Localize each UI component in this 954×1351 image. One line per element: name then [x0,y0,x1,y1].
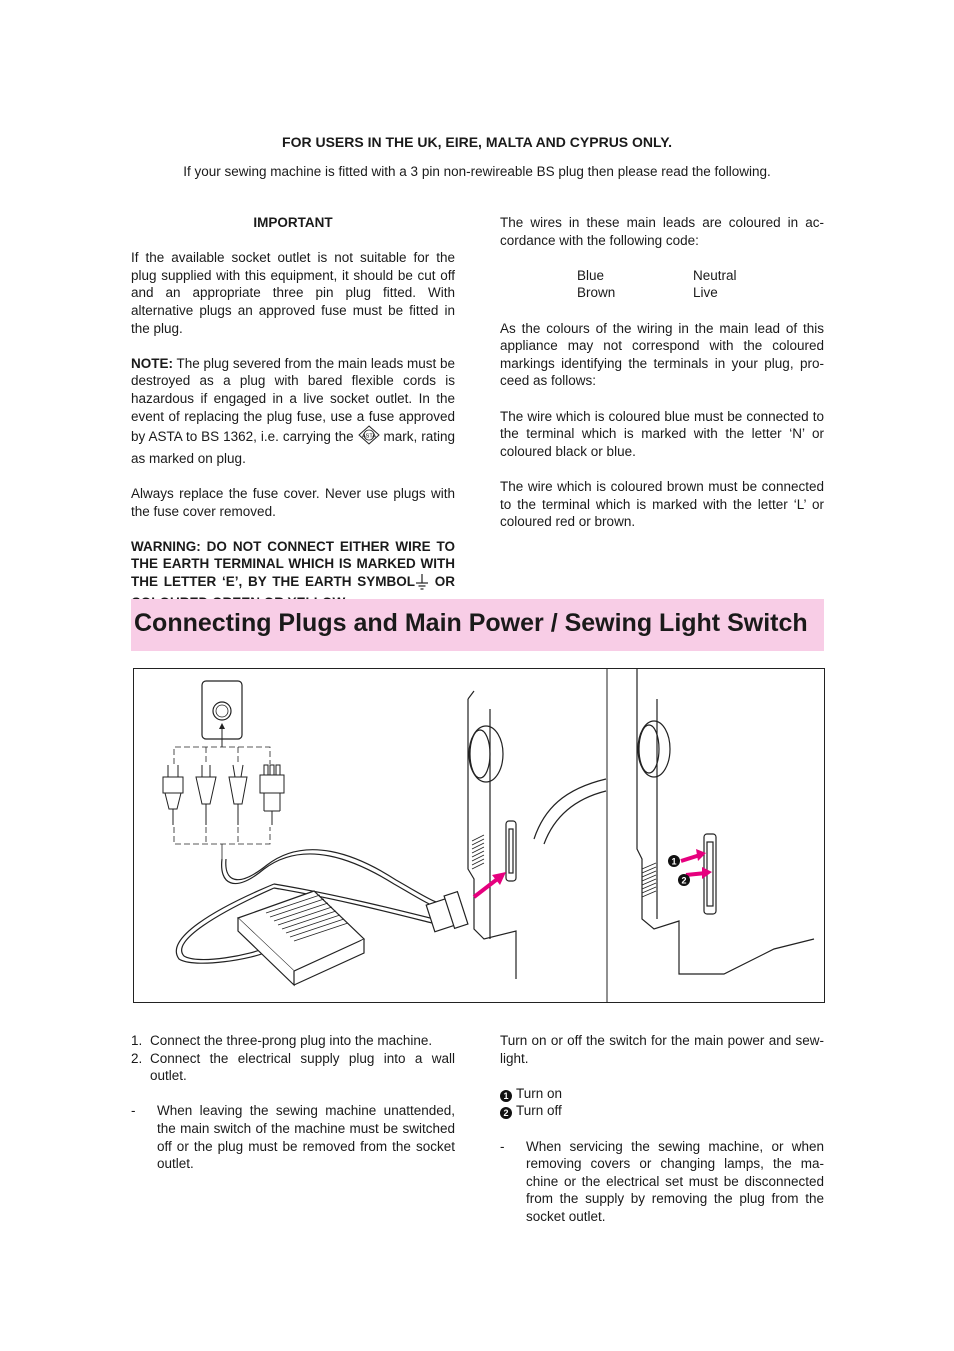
list-item [131,1050,455,1085]
connector-plug-icon [426,892,468,932]
sewing-machine-side-icon [468,691,606,979]
item-text: Connect the three-prong plug into the machine. [150,1033,433,1048]
wall-socket-icon [202,681,242,747]
item-number: 1. [131,1033,143,1048]
intro-text: If your sewing machine is fitted with a 3 pin non-rewireable BS plug then please read the following. [183,164,771,179]
connection-instructions [131,1032,455,1173]
foot-pedal-icon [238,891,364,985]
us-plug-icon [163,765,183,825]
callout-1-icon [668,855,680,867]
note-text-a: The plug severed from the main leads must be destroyed as a plug with bared flexible cords is hazardous if engaged in a live socket outlet. In the event of replacing the plug fuse, use a fuse approved by ASTA to BS 1362, i.e. carrying the [131,355,455,445]
wire-row-brown [577,284,824,302]
note-label: NOTE: [131,355,173,371]
page-heading: FOR USERS IN THE UK, EIRE, MALTA AND CYPRUS ONLY. [282,134,672,150]
switch-on-arrow-icon [681,849,706,861]
right-column [500,214,824,548]
callout-1-badge: 1 [500,1090,512,1102]
item-number: 2. [131,1050,143,1066]
turn-off-label: Turn off [516,1103,562,1119]
dash-marker: - [131,1103,136,1119]
plug-paragraph: If the available socket outlet is not suitable for the plug supplied with this equipment, it should be cut off and an appropriate three pin plug fitted. With alternative plugs an approved fuse must be fitted in the plug. [131,250,455,336]
list-item [131,1032,455,1050]
warning-text-a: WARNING: DO NOT CONNECT EITHER WIRE TO THE EARTH TERMINAL WHICH IS MARKED WITH THE LETTER ‘E’, BY THE EARTH SYMBOL [131,538,455,589]
turn-on-item [500,1085,824,1103]
dash-marker: - [500,1138,505,1154]
blue-wire-paragraph: The wire which is coloured blue must be connected to the terminal which is marked with the letter ‘N’ or coloured black or blue. [500,408,824,459]
note-text: When servicing the sewing machine, or when removing covers or changing lamps, the ma-chine or the electrical set must be disconnected from the supply by removing the plug from the socket outlet. [526,1138,824,1224]
item-text: Connect the electrical supply plug into a wall outlet. [150,1050,455,1084]
wires-intro: The wires in these main leads are coloured in ac-cordance with the following code: [500,215,824,248]
left-column [131,214,455,630]
wire-role: Live [693,285,718,301]
turn-off-item [500,1102,824,1120]
important-label: IMPORTANT [253,215,333,230]
warning-text-b: OR [434,573,455,589]
switch-off-arrow-icon [686,867,712,879]
callout-2-icon [678,874,690,886]
callout-2-badge: 2 [500,1107,512,1119]
switch-intro: Turn on or off the switch for the main power and sew-light. [500,1033,824,1066]
switch-instructions [500,1032,824,1226]
connection-illustration [134,669,824,1002]
asta-mark-icon [358,425,380,450]
servicing-note [500,1138,824,1226]
au-plug-icon [229,765,247,825]
fuse-cover-paragraph: Always replace the fuse cover. Never use plugs with the fuse cover removed. [131,485,455,519]
wire-row-blue [577,267,824,285]
uk-plug-icon [260,765,284,825]
note-paragraph [131,355,455,468]
svg-text:ASTA: ASTA [361,433,376,440]
colours-paragraph: As the colours of the wiring in the main lead of this appliance may not correspond with the coloured markings identifying the terminals in your plug, pro-ceed as follows: [500,320,824,389]
turn-on-label: Turn on [516,1085,563,1101]
section-banner [131,599,824,651]
wire-colour-table [577,267,824,302]
note-text-b: mark, rating as marked on plug. [131,429,456,466]
unattended-note [131,1102,455,1172]
brown-wire-paragraph: The wire which is coloured brown must be connected to the terminal which is marked with the letter ‘L’ or coloured red or brown. [500,478,824,530]
euro-plug-icon [196,765,216,825]
note-text: When leaving the sewing machine unattended, the main switch of the machine must be switched off or the plug must be removed from the socket outlet. [157,1103,455,1172]
earth-symbol-icon [415,574,429,595]
callout-1-label: 1 [671,856,677,867]
wire-colour: Brown [577,285,616,301]
sewing-machine-switch-icon [637,669,814,974]
wire-colour: Blue [577,267,605,283]
section-title: Connecting Plugs and Main Power / Sewing Light Switch [134,609,808,637]
wire-role: Neutral [693,267,737,283]
callout-2-label: 2 [681,875,687,886]
illustration-frame [133,668,825,1003]
